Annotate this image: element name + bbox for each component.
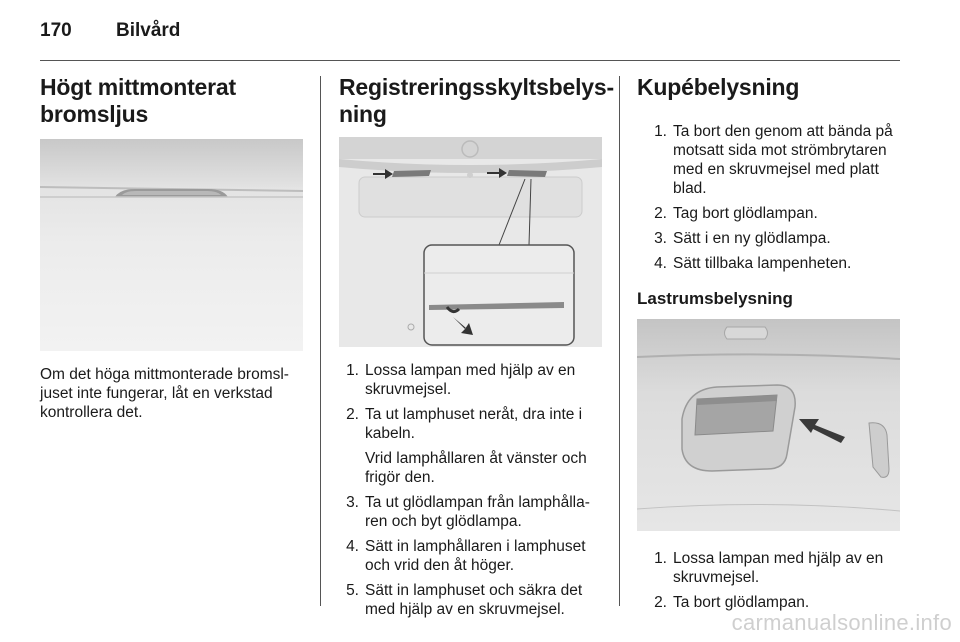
brake-light-heading bbox=[40, 74, 304, 128]
heading-line: Högt mittmonterat bbox=[40, 74, 236, 100]
column-brake-light bbox=[40, 74, 304, 422]
list-item bbox=[339, 493, 609, 531]
text-line: Ta ut glödlampan från lamphålla- bbox=[365, 494, 590, 511]
section-title: Bilvård bbox=[116, 20, 181, 41]
text-line: Ta bort glödlampan. bbox=[673, 594, 810, 611]
text-line: kabeln. bbox=[365, 425, 415, 442]
step-number: 3. bbox=[346, 494, 359, 511]
text-line: Vrid lamphållaren åt vänster och bbox=[365, 450, 587, 467]
license-light-heading bbox=[339, 74, 614, 128]
column-interior-light bbox=[637, 74, 909, 618]
step-number: 2. bbox=[346, 406, 359, 423]
cargo-light-heading: Lastrumsbelysning bbox=[637, 289, 793, 308]
text-line: skruvmejsel. bbox=[365, 381, 452, 398]
text-line: Ta ut lamphuset neråt, dra inte i bbox=[365, 406, 583, 423]
interior-light-heading: Kupébelysning bbox=[637, 74, 800, 100]
cargo-light-illustration bbox=[637, 319, 900, 531]
cargo-light-figure bbox=[637, 319, 900, 531]
text-line: frigör den. bbox=[365, 469, 435, 486]
step-note bbox=[365, 449, 609, 487]
step-number: 4. bbox=[346, 538, 359, 555]
text-line: Om det höga mittmonterade bromsl- bbox=[40, 366, 289, 383]
text-line: med hjälp av en skruvmejsel. bbox=[365, 601, 565, 618]
text-line: Sätt in lamphållaren i lamphuset bbox=[365, 538, 586, 555]
list-item bbox=[339, 581, 609, 619]
text-line: Sätt i en ny glödlampa. bbox=[673, 230, 831, 247]
list-item bbox=[339, 537, 609, 575]
list-item bbox=[647, 229, 909, 248]
page-number: 170 bbox=[40, 20, 72, 41]
heading-line: bromsljus bbox=[40, 101, 149, 127]
text-line: Sätt in lamphuset och säkra det bbox=[365, 582, 583, 599]
step-number: 1. bbox=[346, 362, 359, 379]
site-watermark: carmanualsonline.info bbox=[731, 610, 952, 635]
text-line: Tag bort glödlampan. bbox=[673, 205, 818, 222]
column-divider-1 bbox=[320, 76, 321, 606]
list-item bbox=[647, 549, 909, 587]
license-light-steps bbox=[339, 361, 609, 619]
text-line: skruvmejsel. bbox=[673, 569, 760, 586]
text-line: med en skruvmejsel med platt bbox=[673, 161, 879, 178]
step-number: 2. bbox=[654, 205, 667, 222]
text-line: kontrollera det. bbox=[40, 404, 143, 421]
text-line: blad. bbox=[673, 180, 707, 197]
text-line: Lossa lampan med hjälp av en bbox=[673, 550, 884, 567]
step-number: 4. bbox=[654, 255, 667, 272]
interior-light-steps bbox=[647, 122, 909, 273]
list-item bbox=[647, 122, 909, 198]
step-number: 1. bbox=[654, 550, 667, 567]
text-line: Sätt tillbaka lampenheten. bbox=[673, 255, 852, 272]
list-item bbox=[647, 254, 909, 273]
heading-line: Registreringsskyltsbelys- bbox=[339, 74, 614, 100]
text-line: och vrid den åt höger. bbox=[365, 557, 515, 574]
list-item bbox=[647, 204, 909, 223]
step-number: 5. bbox=[346, 582, 359, 599]
license-light-figure bbox=[339, 137, 602, 347]
text-line: Lossa lampan med hjälp av en bbox=[365, 362, 576, 379]
step-number: 3. bbox=[654, 230, 667, 247]
list-item bbox=[339, 405, 609, 487]
license-light-illustration bbox=[339, 137, 602, 347]
step-number: 2. bbox=[654, 594, 667, 611]
text-line: juset inte fungerar, låt en verkstad bbox=[40, 385, 273, 402]
column-license-light bbox=[339, 74, 614, 625]
heading-line: ning bbox=[339, 101, 387, 127]
brake-light-figure bbox=[40, 139, 303, 351]
cargo-light-steps bbox=[647, 549, 909, 612]
text-line: motsatt sida mot strömbrytaren bbox=[673, 142, 887, 159]
brake-light-illustration bbox=[40, 139, 303, 351]
step-number: 1. bbox=[654, 123, 667, 140]
header-rule bbox=[40, 60, 900, 61]
brake-light-paragraph bbox=[40, 365, 304, 422]
text-line: ren och byt glödlampa. bbox=[365, 513, 522, 530]
list-item bbox=[339, 361, 609, 399]
text-line: Ta bort den genom att bända på bbox=[673, 123, 893, 140]
column-divider-2 bbox=[619, 76, 620, 606]
